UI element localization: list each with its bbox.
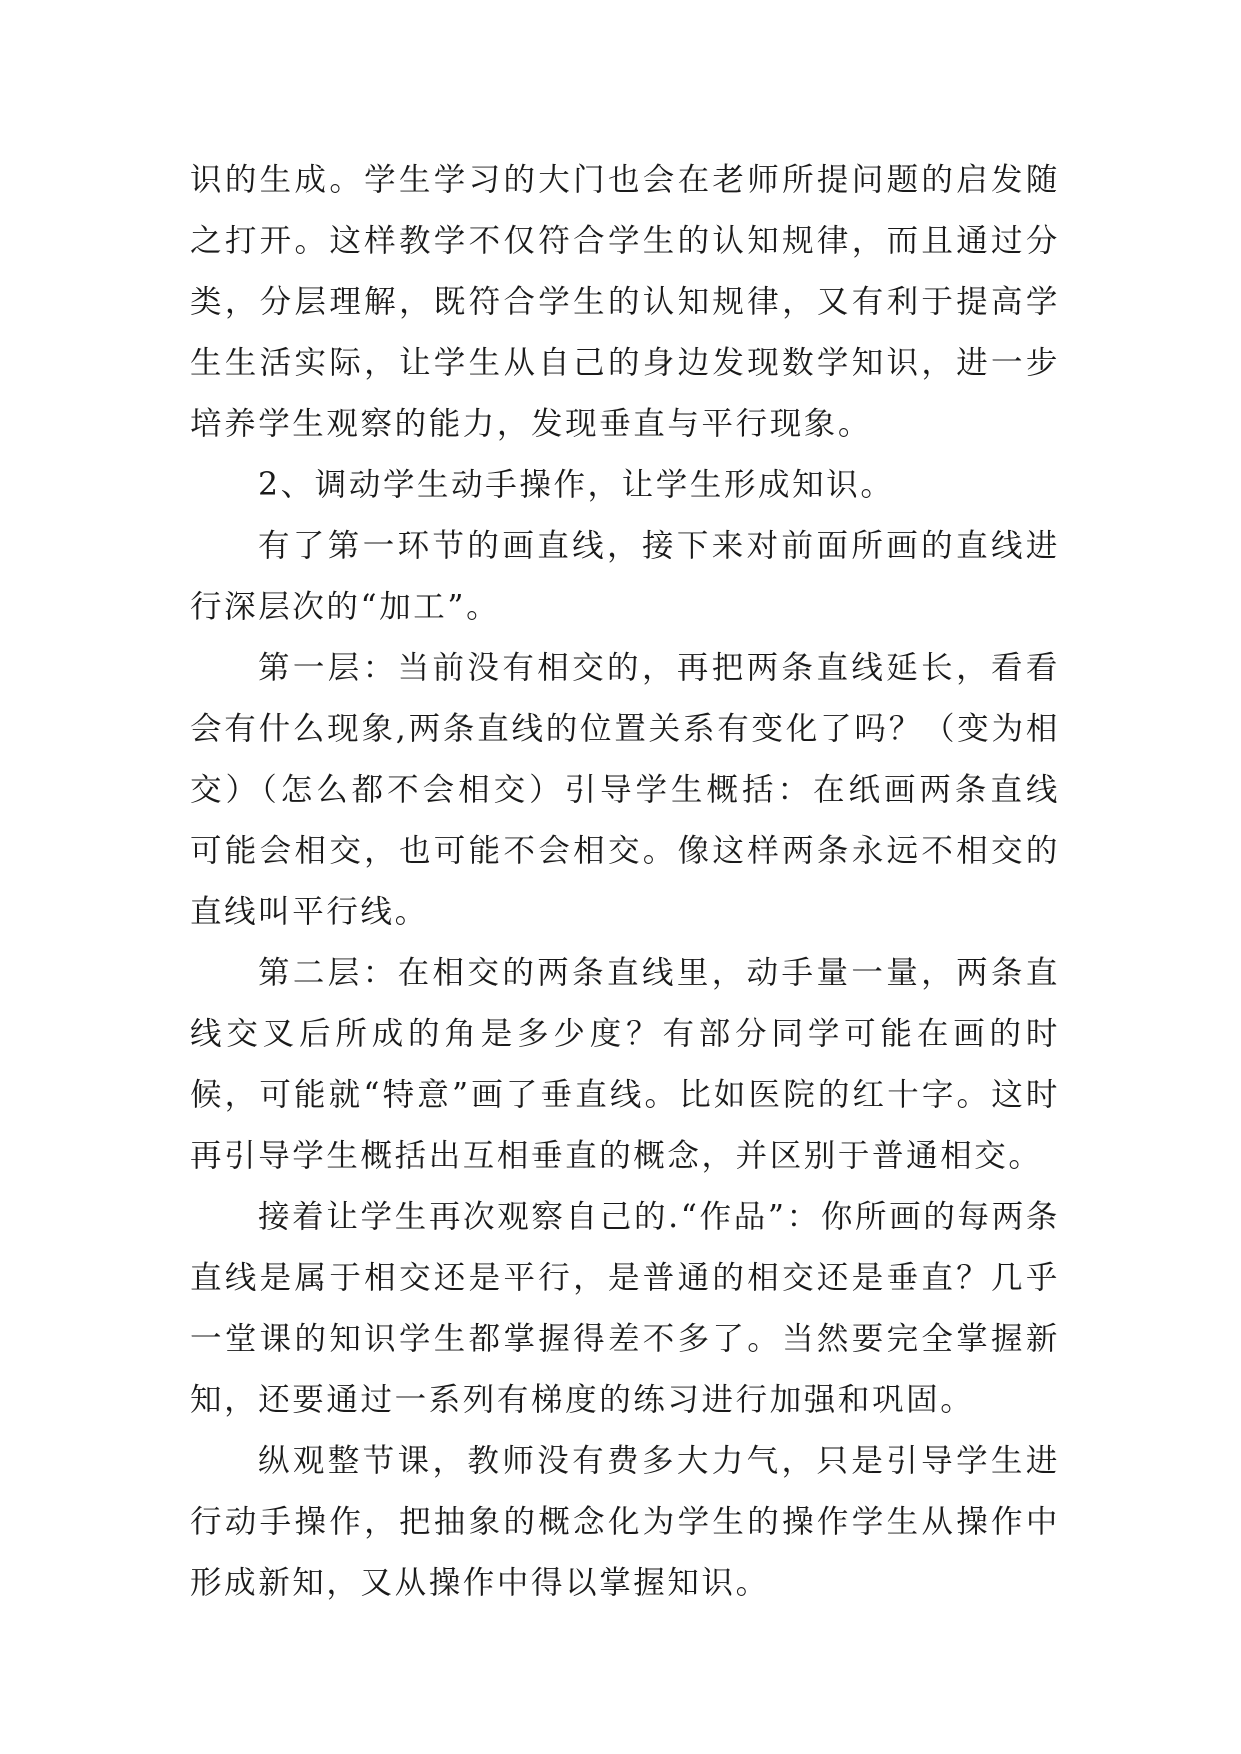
paragraph-continued: 识的生成。学生学习的大门也会在老师所提问题的启发随之打开。这样教学不仅符合学生的认知规律，而且通过分类，分层理解，既符合学生的认知规律，又有利于提高学生生活实际，让学生从自己的身边发现数学知识，进一步培养学生观察的能力，发现垂直与平行现象。 (190, 162, 1060, 442)
paragraph: 有了第一环节的画直线，接下来对前面所画的直线进行深层次的“加工”。 (190, 528, 1060, 625)
paragraph: 第二层：在相交的两条直线里，动手量一量，两条直线交叉后所成的角是多少度？有部分同学可能在画的时候，可能就“特意”画了垂直线。比如医院的红十字。这时再引导学生概括出互相垂直的概念，并区别于普通相交。 (190, 955, 1060, 1174)
paragraph: 第一层：当前没有相交的，再把两条直线延长，看看会有什么现象,两条直线的位置关系有变化了吗？（变为相交）（怎么都不会相交）引导学生概括：在纸画两条直线可能会相交，也可能不会相交。像这样两条永远不相交的直线叫平行线。 (190, 650, 1060, 930)
paragraph: 接着让学生再次观察自己的.“作品”：你所画的每两条直线是属于相交还是平行，是普通的相交还是垂直？几乎一堂课的知识学生都掌握得差不多了。当然要完全掌握新知，还要通过一系列有梯度的练习进行加强和巩固。 (190, 1199, 1060, 1418)
paragraph: 纵观整节课，教师没有费多大力气，只是引导学生进行动手操作，把抽象的概念化为学生的操作学生从操作中形成新知，又从操作中得以掌握知识。 (190, 1443, 1060, 1601)
document-body (190, 150, 1060, 1614)
paragraph-section-heading: 2、调动学生动手操作，让学生形成知识。 (258, 467, 895, 503)
